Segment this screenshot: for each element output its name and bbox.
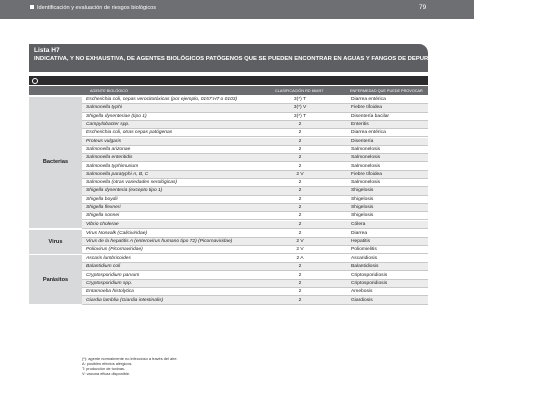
section-title: Identificación y evaluación de riesgos biológicos <box>37 5 157 11</box>
classification-cell: 2 <box>298 280 302 286</box>
table-row <box>82 196 428 204</box>
list-label: Lista H7 <box>34 47 60 54</box>
top-bar <box>0 0 474 19</box>
group-label-bacterias: Bacterias <box>29 97 82 229</box>
disease-cell: Shigelosis <box>351 196 374 202</box>
agent-cell: Salmonella arizonae <box>86 146 131 152</box>
disease-cell: Cólera <box>351 221 366 227</box>
table-row <box>82 280 428 288</box>
disease-cell: Enteritis <box>351 122 369 128</box>
agent-cell: Shigella boydii <box>86 196 118 202</box>
classification-cell: 2 <box>298 155 302 161</box>
classification-cell: 3(*) T <box>293 97 307 103</box>
column-header-disease: ENFERMEDAD QUE PUEDE PROVOCAR <box>350 88 423 93</box>
section-header <box>30 5 156 11</box>
table-row <box>82 104 428 112</box>
disease-cell: Disentería <box>351 138 374 144</box>
agent-cell: Entamoeba histolytica <box>86 289 134 295</box>
disease-cell: Criptosporidiosis <box>351 272 388 278</box>
table-row <box>82 138 428 146</box>
classification-cell: 2 <box>298 205 302 211</box>
agent-cell: Ascaris lumbricoides <box>86 256 131 262</box>
table-header <box>29 86 428 95</box>
disease-cell: Shigelosis <box>351 188 374 194</box>
agent-cell: Salmonella typhimurium <box>86 163 139 169</box>
agent-cell: Shigella dysenteriae (tipo 1) <box>86 113 147 119</box>
disease-cell: Balantidiosis <box>351 264 379 270</box>
note: A: posibles efectos alérgicos. <box>82 361 133 367</box>
classification-cell: 2 A <box>296 256 304 262</box>
note: V: vacuna eficaz disponible. <box>82 371 131 377</box>
disease-cell: Ascaridiosis <box>351 256 378 262</box>
table-row <box>82 296 428 304</box>
agent-cell: Shigella dysenteria (excepto tipo 1) <box>86 188 163 194</box>
agent-cell: Vibrio cholerae <box>86 221 119 227</box>
table-row <box>82 162 428 170</box>
disease-cell: Diarrea <box>351 230 368 236</box>
agent-cell: Escherichia coli, otras cepas patógenas <box>86 130 173 136</box>
disease-cell: Salmonelosis <box>351 180 381 186</box>
agent-cell: Virus Norwalk (Caliciviridae) <box>86 230 148 236</box>
classification-cell: 2 <box>298 196 302 202</box>
agent-cell: Shigella sonnei <box>86 213 120 219</box>
table-row <box>82 146 428 154</box>
table-row <box>82 113 428 121</box>
classification-cell: 2 <box>298 180 302 186</box>
table-row <box>82 272 428 280</box>
table-row <box>82 171 428 179</box>
classification-cell: 2 <box>298 230 302 236</box>
agent-cell: Virus de la hepatitis A (enterovirus humano tipo 72) (Picornaviridae) <box>86 238 233 244</box>
classification-cell: 3(*) V <box>293 105 307 111</box>
agent-cell: Salmonella enteritidis <box>86 155 133 161</box>
table-row <box>82 179 428 187</box>
table-notes <box>82 356 178 376</box>
classification-cell: 2 <box>298 138 302 144</box>
column-header-agent: AGENTE BIOLÓGICO <box>90 88 128 93</box>
agent-cell: Campylobacter spp. <box>86 122 130 128</box>
disease-cell: Poliomielitis <box>351 247 377 253</box>
agent-cell: Poliovirus (Picornaviridae) <box>86 247 143 253</box>
note: (*): agente normalmente no infeccioso a través del aire. <box>82 356 178 361</box>
table-row <box>82 212 428 220</box>
disease-cell: Diarrea entérica <box>351 130 386 136</box>
disease-cell: Disentería bacilar <box>351 113 390 119</box>
table-row <box>82 229 428 237</box>
agent-cell: Shigella flexneri <box>86 205 121 211</box>
bullet-square-icon <box>30 5 34 9</box>
disease-cell: Salmonelosis <box>351 146 381 152</box>
classification-cell: 2 <box>298 264 302 270</box>
disease-cell: Salmonelosis <box>351 163 381 169</box>
table-row <box>82 238 428 246</box>
note: T: producción de toxinas. <box>82 366 126 372</box>
classification-cell: 2 <box>298 213 302 219</box>
classification-cell: 2 V <box>296 171 304 177</box>
table-row <box>82 255 428 263</box>
table-row <box>82 204 428 212</box>
icon-bar <box>29 76 428 85</box>
page-number: 79 <box>419 4 427 11</box>
list-title-box <box>29 44 557 72</box>
agent-cell: Salmonella paratyphi A, B, C <box>86 171 149 177</box>
group-label-parásitos: Parásitos <box>29 255 82 304</box>
disease-cell: Amebosis <box>351 289 373 295</box>
disease-cell: Fiebre tifoidea <box>351 105 382 111</box>
disease-cell: Shigelosis <box>351 205 374 211</box>
info-circle-icon <box>32 78 38 84</box>
agent-cell: Cryptosporidium spp. <box>86 280 133 286</box>
table-row <box>82 154 428 162</box>
table-row <box>82 288 428 296</box>
table-row <box>82 96 428 104</box>
table-row <box>82 129 428 137</box>
classification-cell: 2 <box>298 272 302 278</box>
disease-cell: Criptosporidiosis <box>351 280 388 286</box>
classification-cell: 2 <box>298 221 302 227</box>
classification-cell: 2 <box>298 163 302 169</box>
classification-cell: 2 <box>298 297 302 303</box>
classification-cell: 2 V <box>296 247 304 253</box>
disease-cell: Shigelosis <box>351 213 374 219</box>
agent-cell: Salmonella typhi <box>86 105 122 111</box>
table-row <box>82 121 428 129</box>
column-header-class: CLASIFICACIÓN RD 664/97 <box>275 88 324 93</box>
disease-cell: Giardiosis <box>351 297 373 303</box>
table-row <box>82 263 428 271</box>
agent-cell: Escherichia coli, cepas verocitotóxicas (por ejemplo, 0157:H7 o 0103) <box>86 97 238 103</box>
disease-cell: Fiebre tifoidea <box>351 171 382 177</box>
agent-cell: Giardia lamblia (Giardia intestinalis) <box>86 297 164 303</box>
classification-cell: 2 <box>298 146 302 152</box>
classification-cell: 2 <box>298 130 302 136</box>
agent-cell: Cryptosporidium parvum <box>86 272 140 278</box>
classification-cell: 2 <box>298 188 302 194</box>
agent-cell: Balantidium coli <box>86 264 121 270</box>
classification-cell: 3(*) T <box>293 113 307 119</box>
disease-cell: Salmonelosis <box>351 155 381 161</box>
classification-cell: 2 <box>298 122 302 128</box>
agent-cell: Proteus vulgaris <box>86 138 122 144</box>
table-row <box>82 187 428 195</box>
agent-cell: Salmonella (otras variedades serológicas) <box>86 180 178 186</box>
table-row <box>82 221 428 229</box>
table-row <box>82 246 428 254</box>
disease-cell: Diarrea entérica <box>351 97 386 103</box>
disease-cell: Hepatitis <box>351 238 371 244</box>
list-title: INDICATIVA, Y NO EXHAUSTIVA, DE AGENTES BIOLÓGICOS PATÓGENOS QUE SE PUEDEN ENCONTRAR EN AGUAS Y FANGOS DE DEPURADORAS DE AGUAS RESIDUALES URBANAS <box>34 56 557 62</box>
classification-cell: 2 V <box>296 238 304 244</box>
classification-cell: 2 <box>298 289 302 295</box>
group-label-virus: Virus <box>29 230 82 254</box>
